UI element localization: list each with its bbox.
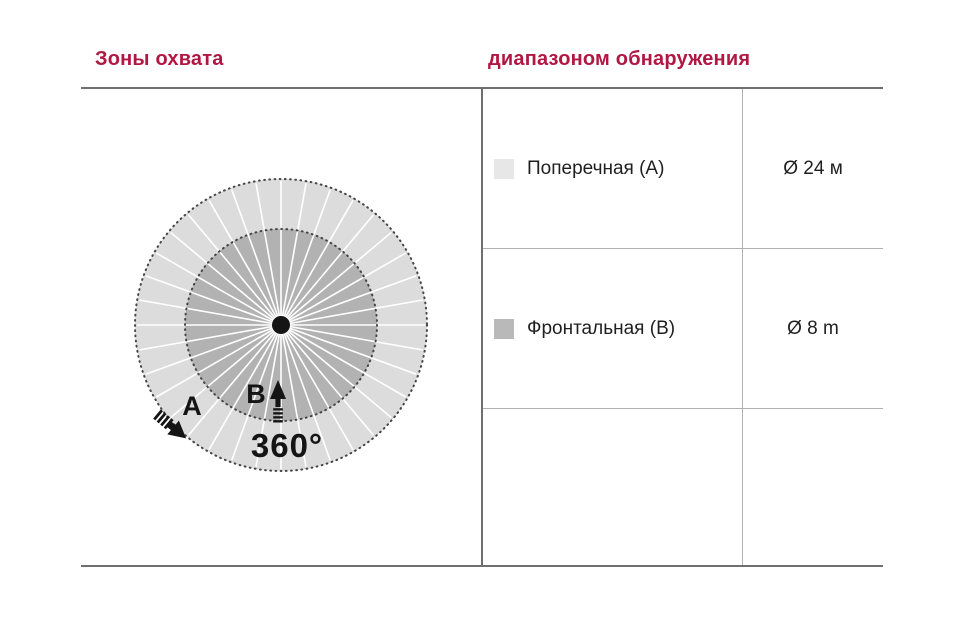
- rotation-360-label: 360°: [250, 427, 324, 464]
- zone-b-label: Фронтальная (B): [527, 317, 676, 339]
- coverage-zones-title: Зоны охвата: [95, 48, 224, 70]
- zone-b-value: Ø 8 m: [787, 317, 839, 339]
- zone-b-letter: B: [246, 379, 266, 409]
- zone-a-value: Ø 24 м: [783, 157, 843, 179]
- zone-a-label: Поперечная (A): [527, 157, 665, 179]
- sensor-center-dot: [272, 316, 290, 334]
- zone-a-letter: A: [182, 391, 202, 421]
- detection-range-title: диапазоном обнаружения: [488, 48, 751, 70]
